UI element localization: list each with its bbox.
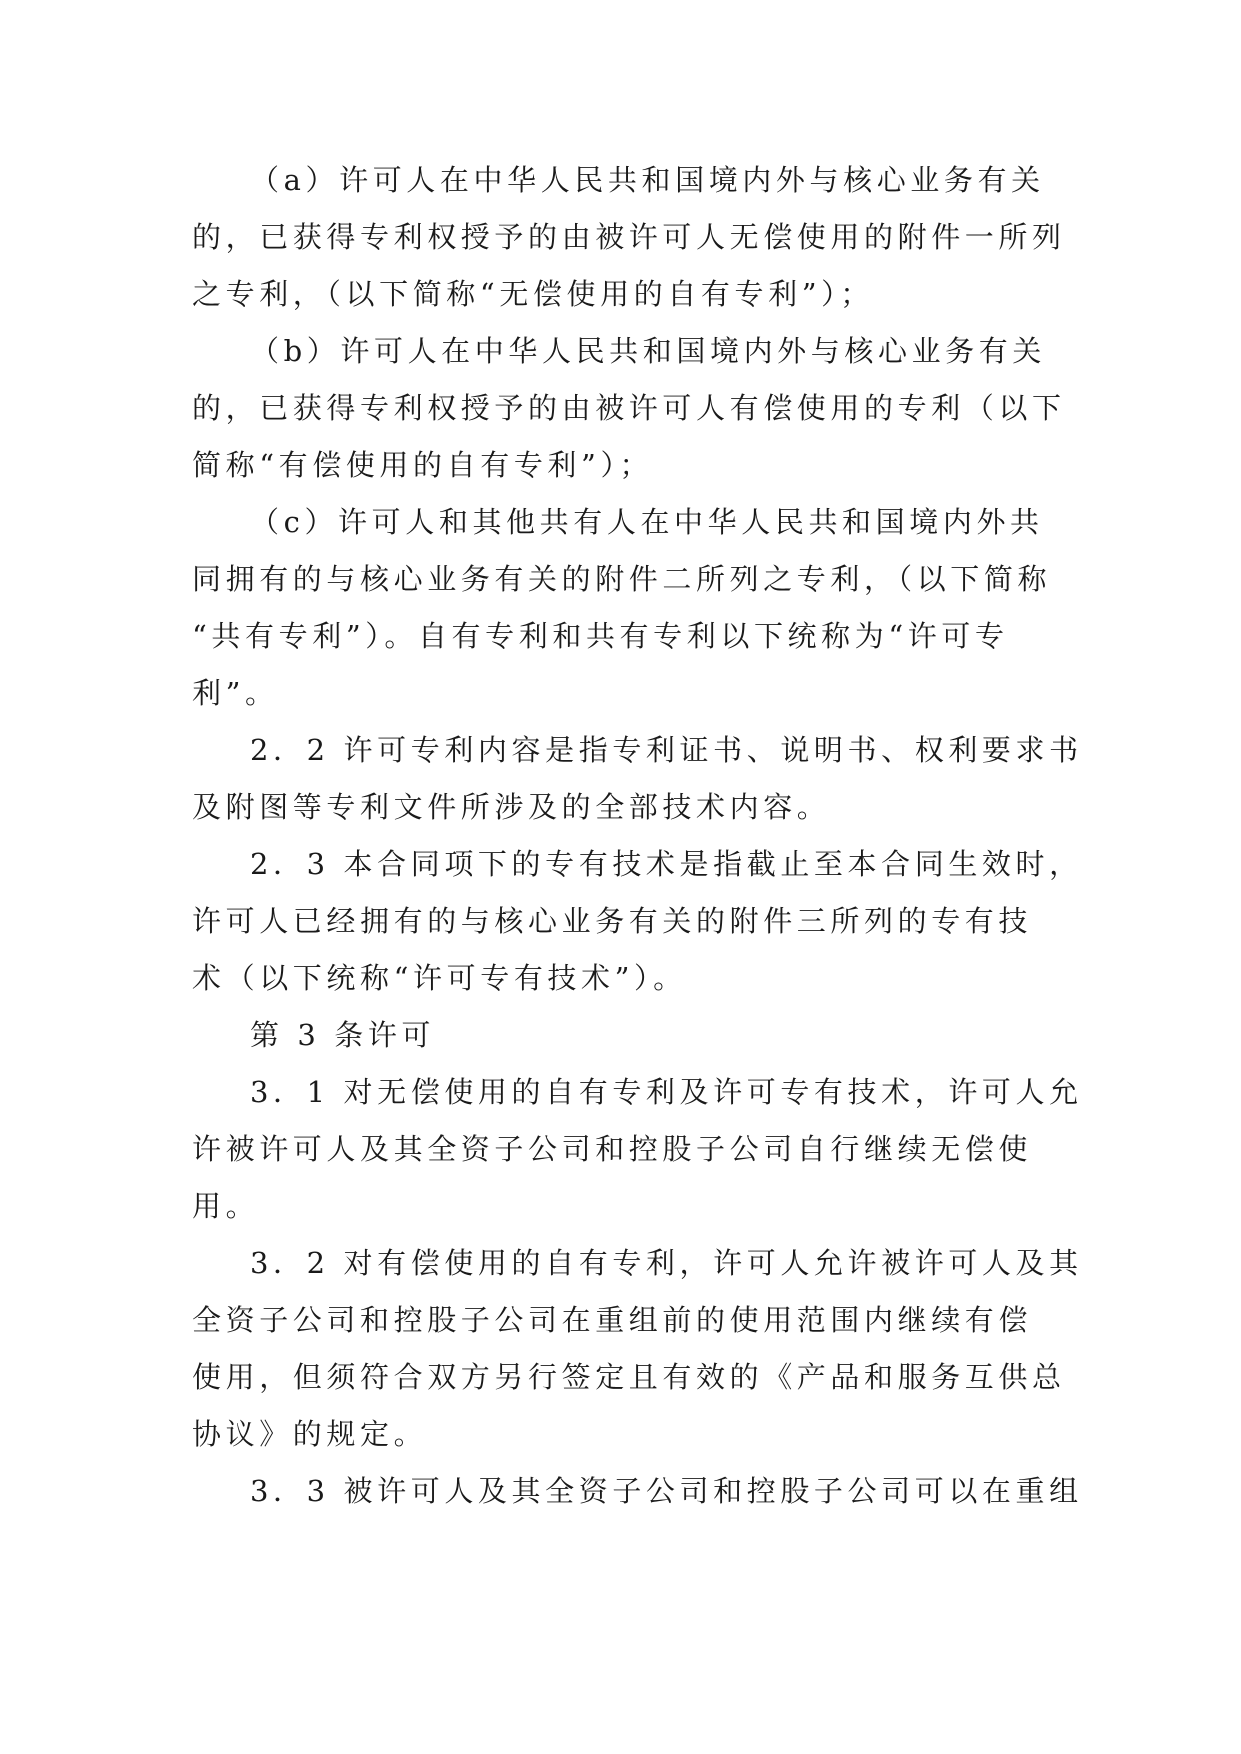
text-line: 用。 <box>192 1189 260 1223</box>
text-line: 3．3 被许可人及其全资子公司和控股子公司可以在重组 <box>250 1474 1083 1508</box>
text-line: 3．2 对有偿使用的自有专利，许可人允许被许可人及其 <box>250 1246 1083 1280</box>
text-line: 同拥有的与核心业务有关的附件二所列之专利，（以下简称 <box>192 562 1052 596</box>
section-heading: 第 3 条许可 <box>250 1018 436 1052</box>
text-line: 利”。 <box>192 676 279 710</box>
text-line: 术（以下统称“许可专有技术”）。 <box>192 961 687 995</box>
text-line: 的，已获得专利权授予的由被许可人有偿使用的专利（以下 <box>192 391 1066 425</box>
text-line: （a）许可人在中华人民共和国境内外与核心业务有关 <box>250 163 1045 197</box>
text-line: 及附图等专利文件所涉及的全部技术内容。 <box>192 790 831 824</box>
text-line: 之专利，（以下简称“无偿使用的自有专利”）； <box>192 277 874 311</box>
text-line: 使用，但须符合双方另行签定且有效的《产品和服务互供总 <box>192 1360 1066 1394</box>
text-line: 全资子公司和控股子公司在重组前的使用范围内继续有偿 <box>192 1303 1033 1337</box>
text-line: （b）许可人在中华人民共和国境内外与核心业务有关 <box>250 334 1046 368</box>
text-line: 3．1 对无偿使用的自有专利及许可专有技术，许可人允 <box>250 1075 1083 1109</box>
text-line: 许被许可人及其全资子公司和控股子公司自行继续无偿使 <box>192 1132 1033 1166</box>
text-line: 许可人已经拥有的与核心业务有关的附件三所列的专有技 <box>192 904 1033 938</box>
text-line: “共有专利”）。自有专利和共有专利以下统称为“许可专 <box>192 619 1009 653</box>
text-line: 简称“有偿使用的自有专利”）； <box>192 448 654 482</box>
text-line: 2．3 本合同项下的专有技术是指截止至本合同生效时， <box>250 847 1083 881</box>
text-line: （c）许可人和其他共有人在中华人民共和国境内外共 <box>250 505 1044 539</box>
text-line: 的，已获得专利权授予的由被许可人无偿使用的附件一所列 <box>192 220 1066 254</box>
text-line: 2．2 许可专利内容是指专利证书、说明书、权利要求书 <box>250 733 1083 767</box>
text-line: 协议》的规定。 <box>192 1417 428 1451</box>
